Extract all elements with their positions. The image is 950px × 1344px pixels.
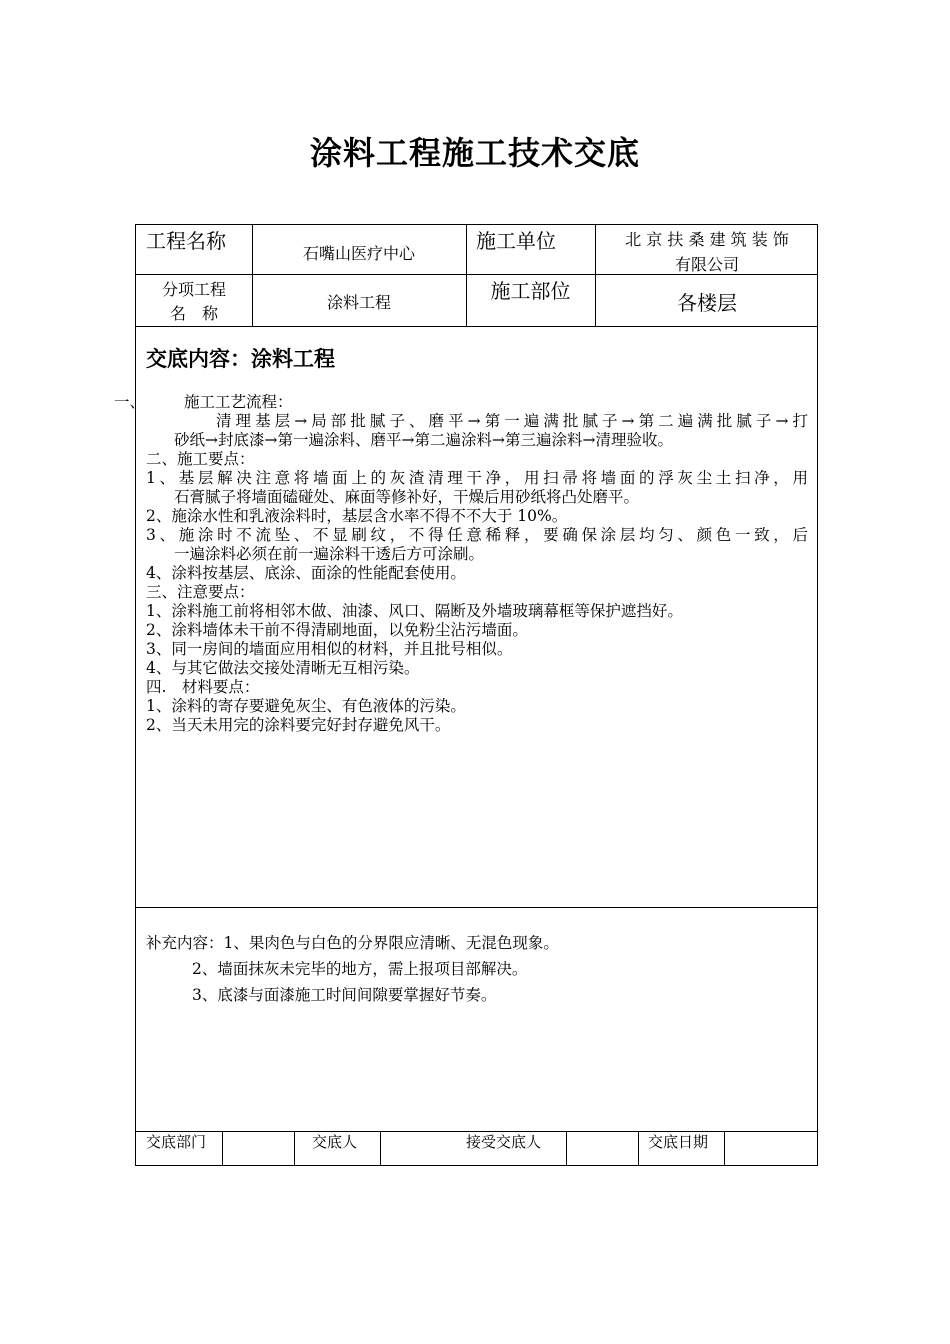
content-heading: 交底内容：涂料工程 (146, 347, 335, 371)
section-number: 一、 (114, 393, 146, 411)
disclosure-table (114, 224, 818, 1166)
location-label: 施工部位 (490, 279, 571, 303)
project-name-label: 工程名称 (146, 229, 226, 253)
supplement-line: 补充内容：1、果肉色与白色的分界限应清晰、无混色现象。 (146, 934, 559, 952)
supplement-line: 2、墙面抹灰未完毕的地方，需上报项目部解决。 (192, 960, 528, 978)
content-line: 清理基层→局部批腻子、磨平→第一遍满批腻子→第二遍满批腻子→打 (216, 412, 808, 430)
col-divider (294, 1131, 295, 1166)
content-line: 1、基层解决注意将墙面上的灰渣清理干净，用扫帚将墙面的浮灰尘土扫净，用 (146, 469, 808, 487)
discloser-label: 交底人 (312, 1133, 358, 1151)
content-line: 二、施工要点： (146, 450, 255, 468)
content-line: 石膏腻子将墙面磕碰处、麻面等修补好，干燥后用砂纸将凸处磨平。 (174, 488, 640, 506)
col-divider (724, 1131, 725, 1166)
content-line: 四. 材料要点： (146, 678, 260, 696)
supplement-line: 3、底漆与面漆施工时间间隙要掌握好节奏。 (192, 986, 497, 1004)
constructor-label: 施工单位 (476, 229, 556, 253)
constructor-value-line1: 北 京 扶 桑 建 筑 装 饰 (625, 230, 789, 249)
disclosure-date-label: 交底日期 (648, 1133, 709, 1151)
subproject-label-line1: 分项工程 (161, 280, 226, 299)
col-divider (222, 1131, 223, 1166)
col-divider (566, 1131, 567, 1166)
location-value: 各楼层 (677, 291, 737, 315)
content-line: 施工工艺流程： (184, 393, 293, 411)
disclosure-dept-label: 交底部门 (146, 1133, 207, 1151)
col-divider (638, 1131, 639, 1166)
content-line: 2、当天未用完的涂料要完好封存避免风干。 (146, 716, 451, 734)
col-divider (380, 1131, 381, 1166)
row-divider (136, 907, 817, 908)
content-line: 一遍涂料必须在前一遍涂料干透后方可涂刷。 (174, 545, 485, 563)
content-line: 2、涂料墙体未干前不得清刷地面，以免粉尘沾污墙面。 (146, 621, 528, 639)
content-line: 砂纸→封底漆→第一遍涂料、磨平→第二遍涂料→第三遍涂料→清理验收。 (174, 431, 673, 449)
content-line: 1、涂料施工前将相邻木做、油漆、风口、隔断及外墙玻璃幕框等保护遮挡好。 (146, 602, 683, 620)
receiver-label: 接受交底人 (466, 1133, 542, 1151)
content-line: 3、施涂时不流坠、不显刷纹，不得任意稀释，要确保涂层均匀、颜色一致，后 (146, 526, 808, 544)
subproject-value: 涂料工程 (326, 293, 391, 312)
content-line: 4、涂料按基层、底涂、面涂的性能配套使用。 (146, 564, 466, 582)
content-line: 2、施涂水性和乳液涂料时，基层含水率不得不不大于 10%。 (146, 507, 568, 525)
row-divider (136, 326, 817, 327)
content-line: 三、注意要点： (146, 583, 255, 601)
content-line: 1、涂料的寄存要避免灰尘、有色液体的污染。 (146, 697, 466, 715)
content-line: 4、与其它做法交接处清晰无互相污染。 (146, 659, 420, 677)
project-name-value: 石嘴山医疗中心 (302, 244, 415, 263)
document-title: 涂料工程施工技术交底 (309, 134, 640, 172)
constructor-value-line2: 有限公司 (674, 255, 739, 274)
content-line: 3、同一房间的墙面应用相似的材料，并且批号相似。 (146, 640, 513, 658)
subproject-label-line2: 名 称 (169, 304, 218, 323)
